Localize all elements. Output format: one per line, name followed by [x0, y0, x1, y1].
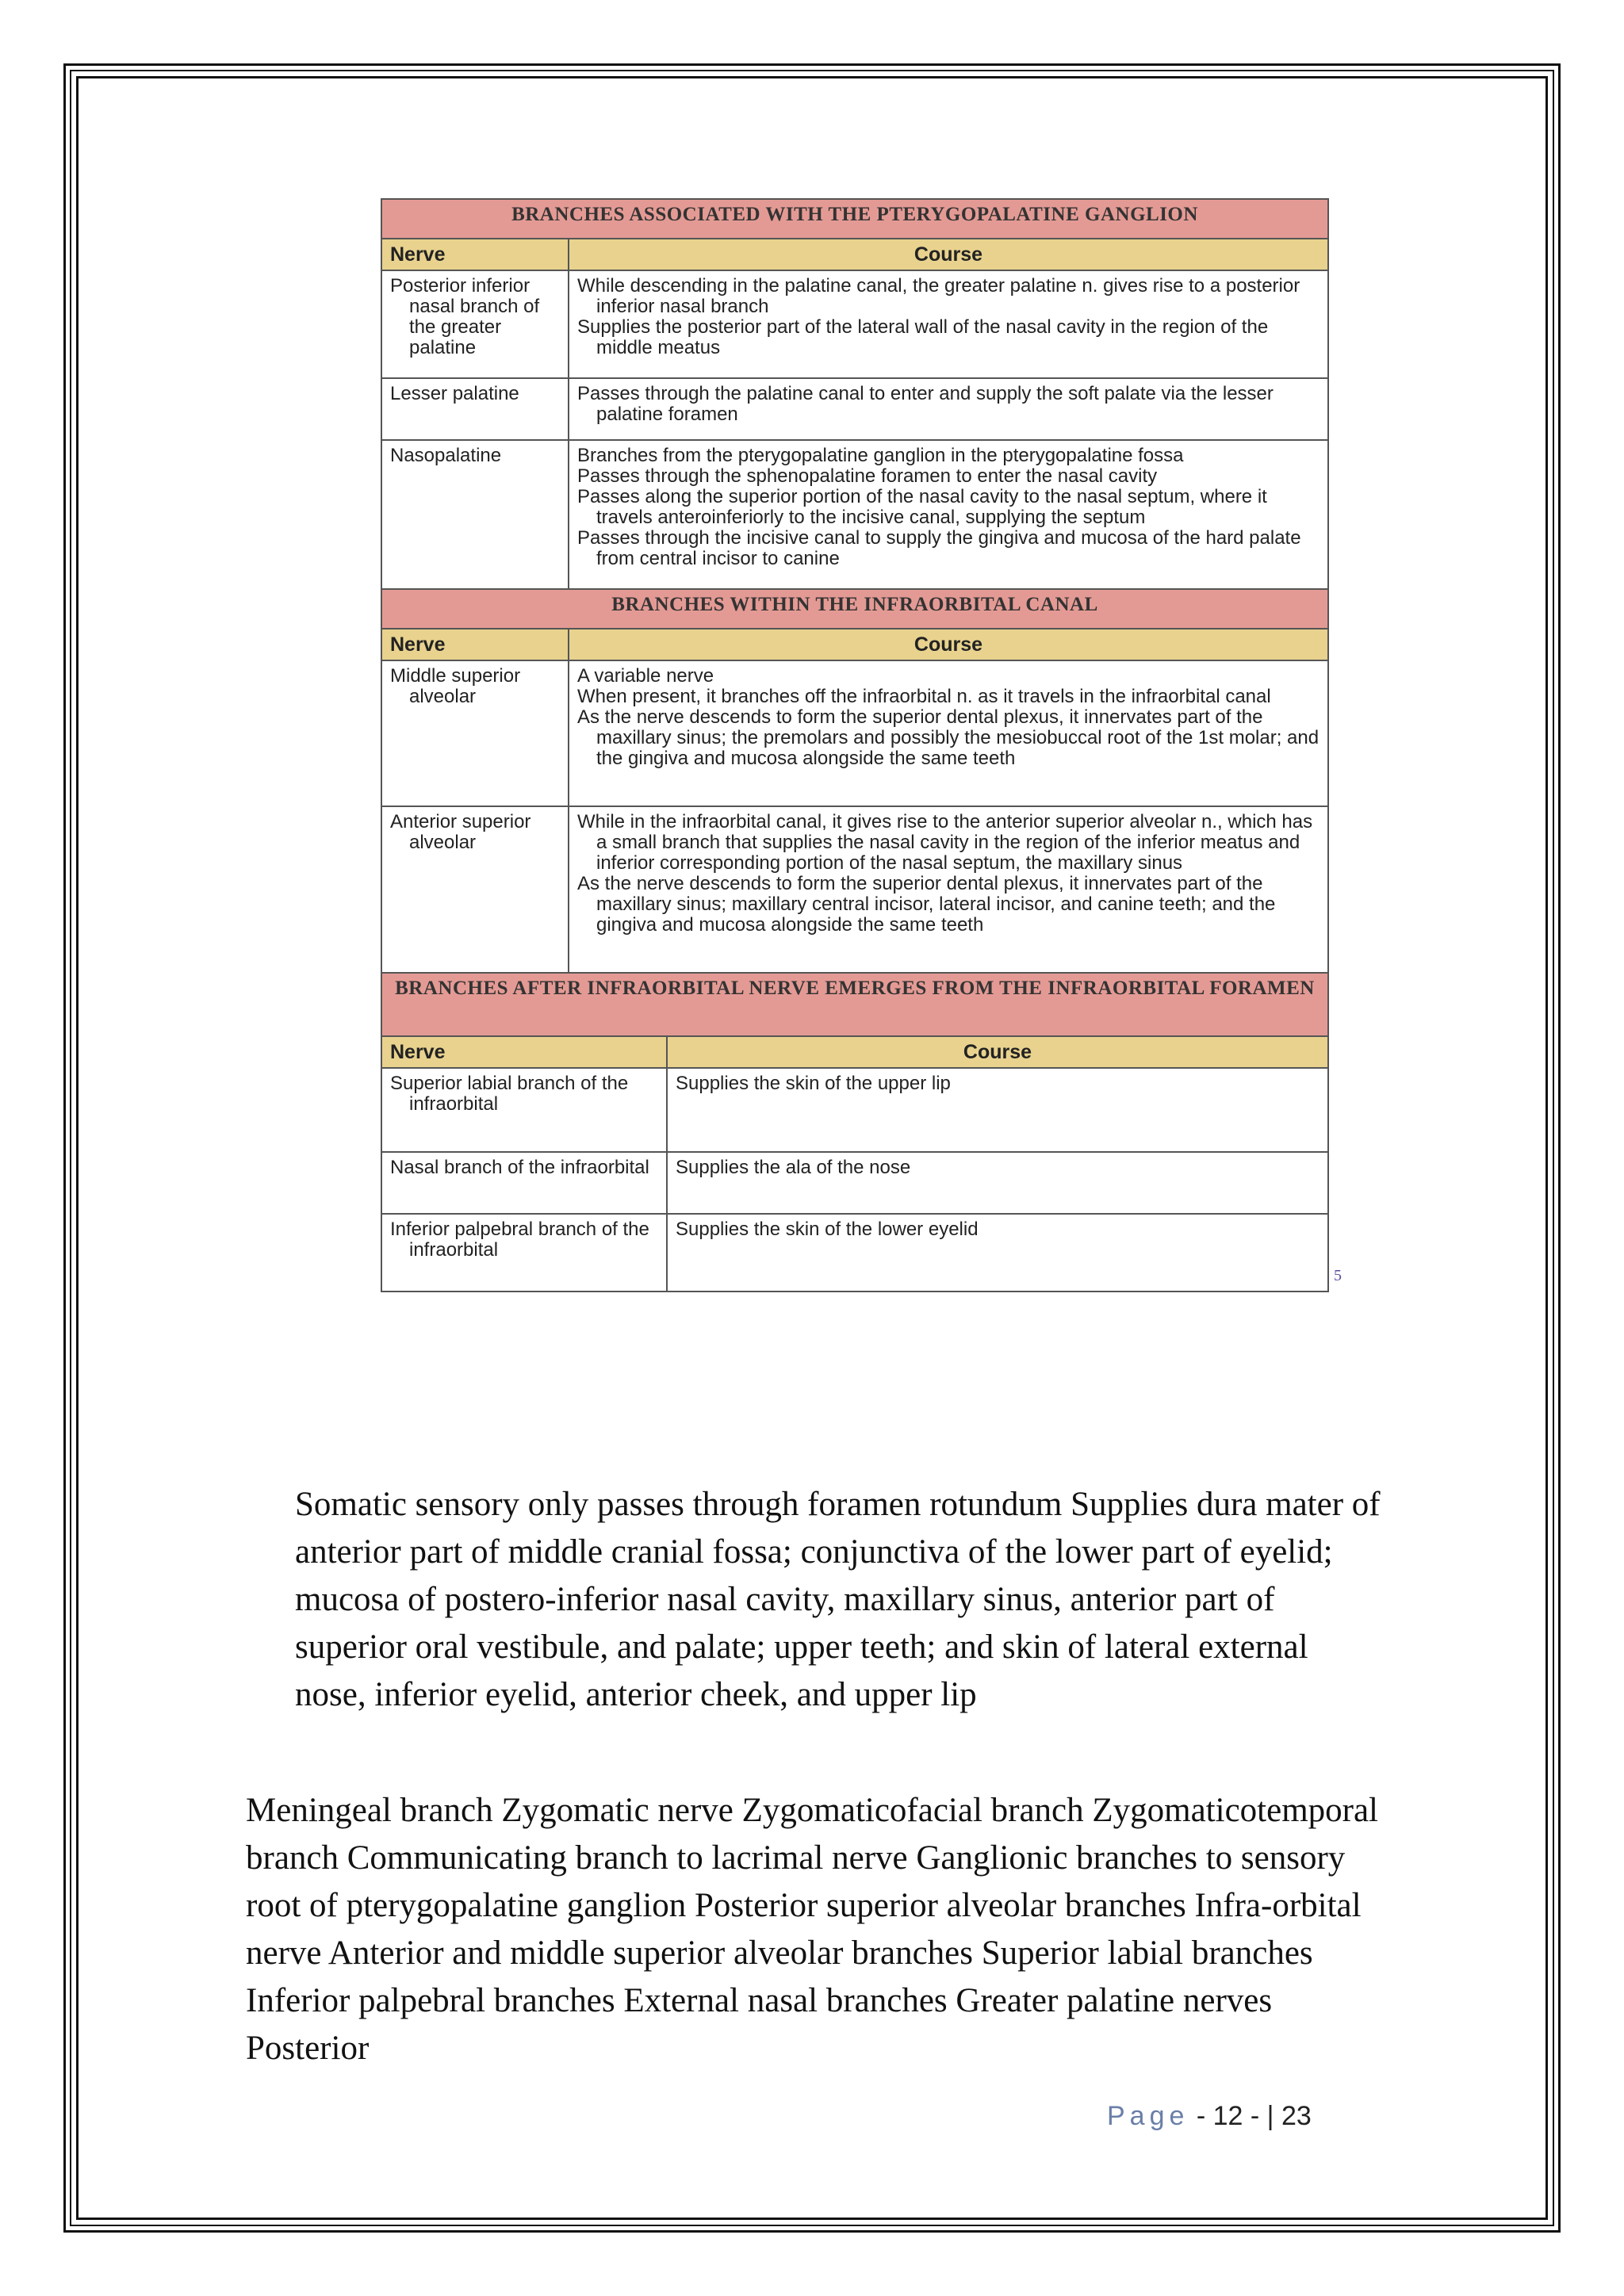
nerve-branches-table	[381, 198, 1329, 974]
nerve-name: Superior labial branch of the infraorbital	[390, 1073, 629, 1115]
page-label: Page	[1107, 2101, 1189, 2131]
course-line: Supplies the skin of the lower eyelid	[676, 1219, 979, 1240]
column-header-nerve: Nerve	[381, 239, 569, 270]
course-line: Branches from the pterygopalatine ganglion in the pterygopalatine fossa	[577, 445, 1184, 466]
course-line: A variable nerve	[577, 665, 714, 687]
table-row	[381, 378, 1328, 440]
page-separator: |	[1266, 2101, 1274, 2131]
page-footer	[1107, 2101, 1312, 2132]
course-line: While descending in the palatine canal, the greater palatine n. gives rise to a posterior inferior nasal branch	[577, 275, 1300, 317]
course-line: Passes through the sphenopalatine foramen to enter the nasal cavity	[577, 465, 1158, 487]
course-line: Supplies the skin of the upper lip	[676, 1073, 951, 1094]
nerve-name: Inferior palpebral branch of the infraorbital	[390, 1219, 649, 1261]
table-row	[381, 1152, 1328, 1214]
nerve-name: Nasal branch of the infraorbital	[390, 1157, 649, 1178]
course-line: As the nerve descends to form the superior dental plexus, it innervates part of the maxillary sinus; maxillary central incisor, lateral incisor, and canine teeth; and the gingiva and mucosa alongside the same teeth	[577, 873, 1276, 936]
nerve-name: Anterior superior alveolar	[390, 811, 531, 853]
maxillary-nerve-description: Somatic sensory only passes through foramen rotundum Supplies dura mater of anterior part of middle cranial fossa; conjunctiva of the lower part of eyelid; mucosa of postero-inferior nasal cavity, maxillary sinus, anterior part of superior oral vestibule, and palate; upper teeth; and skin of lateral external nose, inferior eyelid, anterior cheek, and upper lip	[295, 1486, 1381, 1713]
column-header-course: Course	[569, 629, 1328, 660]
table-row	[381, 270, 1328, 378]
nerve-name: Lesser palatine	[390, 383, 519, 404]
table-row	[381, 1068, 1328, 1152]
nerve-branches-table-part-3	[381, 972, 1329, 1292]
course-line: As the nerve descends to form the superior dental plexus, it innervates part of the maxillary sinus; the premolars and possibly the mesiobuccal root of the 1st molar; and the gingiva and mucosa alongside the same teeth	[577, 706, 1320, 769]
course-line: When present, it branches off the infraorbital n. as it travels in the infraorbital canal	[577, 686, 1271, 707]
course-line: Passes through the incisive canal to supply the gingiva and mucosa of the hard palate from central incisor to canine	[577, 527, 1301, 569]
maxillary-nerve-branches-list: Meningeal branch Zygomatic nerve Zygomaticofacial branch Zygomaticotemporal branch Communicating branch to lacrimal nerve Ganglionic branches to sensory root of pterygopalatine ganglion Posterior superior alveolar branches Infra-orbital nerve Anterior and middle superior alveolar branches Superior labial branches Inferior palpebral branches External nasal branches Greater palatine nerves Posterior	[246, 1792, 1378, 2067]
table-row	[381, 1214, 1328, 1292]
column-header-nerve: Nerve	[381, 629, 569, 660]
section-title: BRANCHES ASSOCIATED WITH THE PTERYGOPALATINE GANGLION	[381, 199, 1328, 239]
section-title: BRANCHES WITHIN THE INFRAORBITAL CANAL	[381, 589, 1328, 629]
column-header-nerve: Nerve	[381, 1036, 667, 1068]
nerve-name: Posterior inferior nasal branch of the greater palatine	[390, 275, 540, 358]
footnote-marker: 5	[1334, 1267, 1342, 1284]
column-header-course: Course	[569, 239, 1328, 270]
nerve-name: Middle superior alveolar	[390, 665, 521, 707]
column-header-course: Course	[667, 1036, 1328, 1068]
course-line: Supplies the posterior part of the lateral wall of the nasal cavity in the region of the middle meatus	[577, 316, 1269, 358]
nerve-branches-table-figure	[381, 198, 1329, 1289]
course-line: While in the infraorbital canal, it gives rise to the anterior superior alveolar n., which has a small branch that supplies the nasal cavity in the region of the inferior meatus and inferior corresponding portion of the nasal septum, the maxillary sinus	[577, 811, 1313, 874]
page-total: 23	[1281, 2101, 1312, 2131]
page-number: - 12 -	[1196, 2101, 1260, 2131]
nerve-name: Nasopalatine	[390, 445, 502, 466]
table-row	[381, 806, 1328, 973]
table-row	[381, 440, 1328, 589]
course-line: Passes through the palatine canal to enter and supply the soft palate via the lesser palatine foramen	[577, 383, 1274, 425]
course-line: Supplies the ala of the nose	[676, 1157, 911, 1178]
table-row	[381, 660, 1328, 806]
course-line: Passes along the superior portion of the nasal cavity to the nasal septum, where it travels anteroinferiorly to the incisive canal, supplying the septum	[577, 486, 1267, 528]
section-title: BRANCHES AFTER INFRAORBITAL NERVE EMERGES FROM THE INFRAORBITAL FORAMEN	[381, 973, 1328, 1036]
